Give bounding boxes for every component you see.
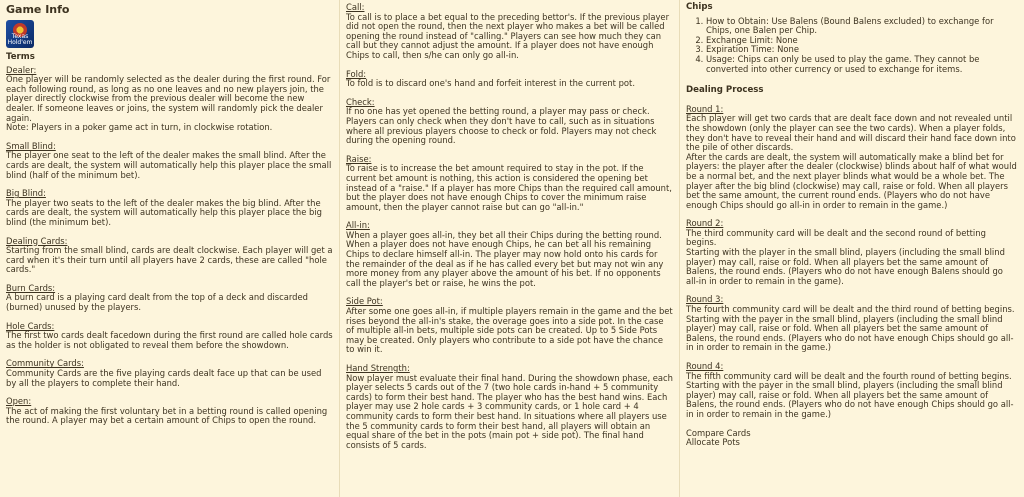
- term-section: [6, 284, 333, 313]
- term-title: Hand Strength:: [346, 363, 410, 373]
- page-title: Game Info: [6, 3, 70, 16]
- term-section: [6, 189, 333, 227]
- term-section: [686, 105, 1018, 211]
- column-terms-2: [340, 0, 680, 497]
- term-body: Now player must evaluate their final hand. During the showdown phase, each player selects 5 cards out of the 7 (two hole cards in-hand + 5 community cards) to form their best hand. The player who has the best hand wins. Each player may use 2 hole cards + 3 community cards, or 1 hole card + 4 community cards to form their best hand. In situations where all players use the 5 community cards to form their best hand, all players will obtain an equal share of the bet in the pots (main pot + side pot). The final hand consists of 5 cards.: [346, 372, 673, 450]
- chips-list-item: 4. Usage: Chips can only be used to play the game. They cannot be converted into other currency or used to exchange for items.: [706, 55, 1018, 74]
- column-terms-1: [0, 0, 340, 497]
- term-title: Round 3:: [686, 294, 724, 305]
- allocate-pots-text: Allocate Pots: [686, 437, 740, 448]
- term-title: Raise:: [346, 153, 372, 164]
- term-section: [346, 70, 673, 89]
- term-body: The player two seats to the left of the dealer makes the big blind. After the cards are dealt, the system will automatically help this player place the big blind (the minimum bet).: [6, 197, 322, 227]
- term-section: [6, 142, 333, 180]
- term-title: Big Blind:: [6, 188, 46, 199]
- term-body: Each player will get two cards that are dealt face down and not revealed until the showdown (only the player can see the two cards). When a player folds, they don't have to reveal their hand and will discard their hand face down into the pile of other discards. After the cards are dealt, the system will automatically make a blind bet for players: the player after the dealer (clockwise) blinds about half of what would be a normal bet, and the next player blinds what would be a whole bet. The player after the big blind (clockwise) may call, raise or fold. When all players bet the same amount, the current round ends. (Players who do not have enough Chips should go all-in in order to remain in the game.): [686, 113, 1017, 210]
- term-section: [346, 98, 673, 146]
- dealing-process-heading: Dealing Process: [686, 85, 764, 96]
- chips-list: [686, 17, 1018, 75]
- term-section: [6, 397, 333, 426]
- term-section: [686, 219, 1018, 286]
- term-section: [6, 322, 333, 351]
- term-body: The third community card will be dealt and the second round of betting begins. Starting with the player in the small blind, players (including the small blind player) may call, raise or fold. When all players bet the same amount of Balens, the round ends. (Players who do not have enough Balens should go all-in in order to remain in the game).: [686, 227, 1005, 286]
- term-body: Community Cards are the five playing cards dealt face up that can be used by all the players to complete their hand.: [6, 368, 322, 388]
- term-title: All-in:: [346, 220, 370, 231]
- term-title: Check:: [346, 96, 375, 107]
- term-section: [346, 155, 673, 213]
- term-title: Side Pot:: [346, 296, 383, 307]
- term-section: [346, 297, 673, 355]
- term-section: [346, 3, 673, 61]
- term-section: [686, 295, 1018, 353]
- chips-list-item: 2. Exchange Limit: None: [706, 36, 1018, 46]
- term-body: The first two cards dealt facedown during the first round are called hole cards as the holder is not obligated to reveal them before the showdown.: [6, 330, 333, 350]
- term-title: Round 4:: [686, 361, 724, 371]
- term-title: Hole Cards:: [6, 320, 55, 331]
- term-section: [6, 359, 333, 388]
- column-chips-dealing: [680, 0, 1024, 497]
- term-title: Community Cards:: [6, 358, 84, 369]
- terms-heading: Terms: [6, 52, 35, 62]
- term-title: Round 2:: [686, 218, 724, 229]
- chips-list-item: 3. Expiration Time: None: [706, 45, 1018, 55]
- texas-holdem-logo-icon: [6, 20, 34, 48]
- term-body: Starting from the small blind, cards are dealt clockwise. Each player will get a card when it's their turn until all players have 2 cards, these are called "hole cards.": [6, 245, 333, 275]
- term-body: If no one has yet opened the betting round, a player may pass or check. Players can only check when they don't have to call, such as in situations where all previous players choose to check or fold. Players may not check during the opening round.: [346, 106, 657, 146]
- term-section: [6, 66, 333, 133]
- logo-text: Texas Hold'em: [7, 33, 33, 46]
- term-body: To call is to place a bet equal to the preceding bettor's. If the previous player did not open the round, then the next player who makes a bet will be called opening the round instead of "calling." Players can see how much they can call but they cannot adjust the amount. If a player does not have enough Chips to call, then s/he can only go all-in.: [346, 11, 670, 60]
- term-section: [346, 364, 673, 450]
- term-title: Open:: [6, 396, 32, 407]
- term-title: Dealer:: [6, 64, 37, 75]
- term-section: [346, 221, 673, 288]
- chips-heading: Chips: [686, 2, 713, 12]
- term-body: A burn card is a playing card dealt from the top of a deck and discarded (burned) unused by the players.: [6, 292, 308, 313]
- term-body: To raise is to increase the bet amount required to stay in the pot. If the current bet amount is nothing, this action is considered the opening bet instead of a "raise." If a player has more Chips than the required call amount, but the player does not have enough Chips to cover the minimum raise amount, then the player cannot raise but can go "all-in.": [346, 163, 672, 212]
- term-body: The fourth community card will be dealt and the third round of betting begins. Starting with the payer in the small blind, players (including the small blind player) may call, raise or fold. When all players bet the same amount of Balens, the round ends. (Players who do not have enough Chips should go all-in in order to remain in the game.): [686, 304, 1015, 353]
- term-section: [6, 237, 333, 275]
- term-title: Fold:: [346, 68, 367, 79]
- compare-cards-text: Compare Cards: [686, 427, 751, 438]
- term-body: To fold is to discard one's hand and forfeit interest in the current pot.: [346, 78, 635, 89]
- term-body: One player will be randomly selected as the dealer during the first round. For each following round, as long as no one leaves and no new players join, the player directly clockwise from the previous dealer will become the new dealer. If someone leaves or joins, the system will randomly pick the dealer again. Note: Players in a poker game act in turn, in clockwise rotation.: [6, 74, 331, 133]
- term-title: Burn Cards:: [6, 282, 56, 293]
- chips-list-item: 1. How to Obtain: Use Balens (Bound Balens excluded) to exchange for Chips, one Balen per Chip.: [706, 17, 1018, 36]
- term-body: The act of making the first voluntary bet in a betting round is called opening the round. A player may bet a certain amount of Chips to open the round.: [6, 405, 328, 426]
- term-body: The player one seat to the left of the dealer makes the small blind. After the cards are dealt, the system will automatically help this player place the small blind (half of the minimum bet).: [6, 150, 332, 180]
- term-section: [686, 362, 1018, 420]
- term-body: The fifth community card will be dealt and the fourth round of betting begins. Starting with the payer in the small blind, players (including the small blind player) may call, raise or fold. When all players bet the same amount of Balens, the round ends. (Players who do not have enough Chips should go all-in in order to remain in the game.): [686, 370, 1014, 419]
- term-body: When a player goes all-in, they bet all their Chips during the betting round. When a player does not have enough Chips, he can bet all his remaining Chips to declare himself all-in. The player may now hold onto his cards for the remainder of the deal as if he has called every bet but may not win any more money from any player above the amount of his bet. If no opponents call the player's bet or raise, he wins the pot.: [346, 229, 664, 288]
- term-title: Small Blind:: [6, 140, 56, 151]
- term-title: Dealing Cards:: [6, 235, 68, 246]
- term-title: Call:: [346, 2, 365, 12]
- term-body: After some one goes all-in, if multiple players remain in the game and the bet rises beyond the all-in's stake, the overage goes into a side pot. In the case of multiple all-in bets, multiple side pots can be created. Up to 5 Side Pots may be created. Only players who contribute to a side pot have the chance to win it.: [346, 306, 673, 355]
- term-title: Round 1:: [686, 103, 724, 114]
